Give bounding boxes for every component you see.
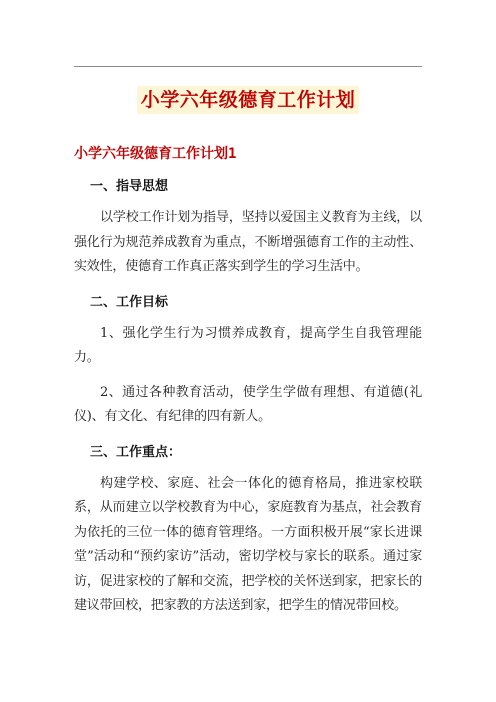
heading-work-goals: 二、工作目标	[90, 294, 169, 310]
document-title-text: 小学六年级德育工作计划	[137, 86, 360, 114]
heading-work-focus: 三、工作重点：	[90, 444, 182, 460]
paragraph-goal-2: 2、通过各种教育活动，使学生学做有理想、有道德(礼仪)、有文化、有纪律的四有新人。	[74, 384, 422, 424]
paragraph-goal-1: 1、强化学生行为习惯养成教育，提高学生自我管理能力。	[74, 325, 422, 365]
section-title: 小学六年级德育工作计划1	[74, 146, 237, 162]
paragraph-guiding-ideology: 以学校工作计划为指导，坚持以爱国主义教育为主线，以强化行为规范养成教育为重点，不断增强德育工作的主动性、实效性，使德育工作真正落实到学生的学习生活中。	[74, 210, 422, 274]
document-body	[74, 178, 422, 619]
paragraph-work-focus: 构建学校、家庭、社会一体化的德育格局，推进家校联系，从而建立以学校教育为中心，家庭教育为基点，社会教育为依托的三位一体的德育管理络。一方面积极开展“家长进课堂”活动和“预约家访”活动，密切学校与家长的联系。通过家访，促进家校的了解和交流，把学校的关怀送到家，把家长的建议带回校，把家教的方法送到家，把学生的情况带回校。	[74, 475, 422, 613]
heading-guiding-ideology: 一、指导思想	[90, 179, 169, 194]
document-title	[0, 86, 496, 114]
header-rule	[74, 66, 422, 67]
